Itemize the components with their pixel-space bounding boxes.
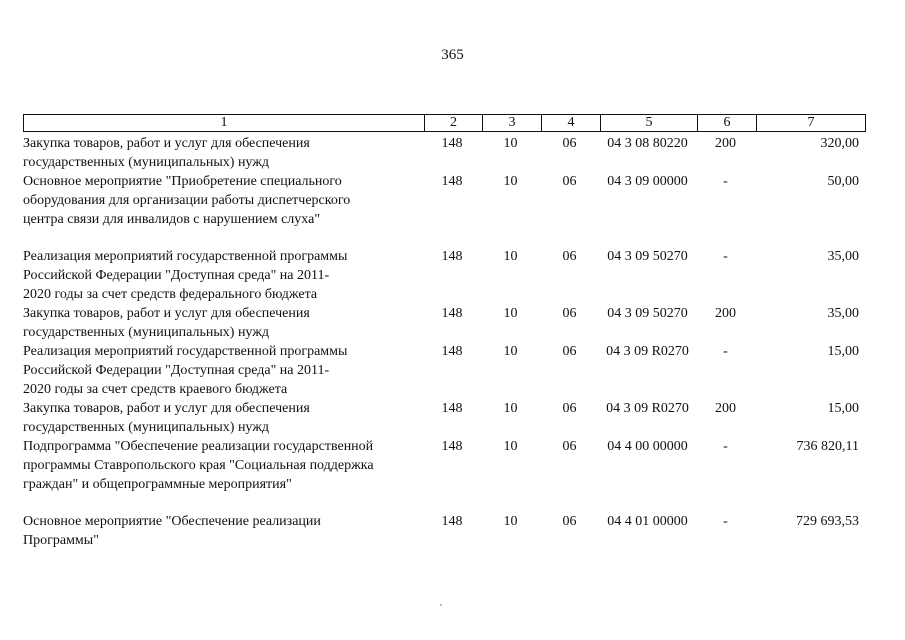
row-name-line: Программы" bbox=[23, 533, 99, 548]
table-body bbox=[23, 134, 866, 550]
row-pr: 06 bbox=[562, 514, 577, 529]
row-name-line: государственных (муниципальных) нужд bbox=[23, 420, 270, 435]
row-rz: 10 bbox=[503, 306, 518, 321]
row-name-line: Основное мероприятие "Приобретение специального bbox=[23, 174, 342, 189]
row-name bbox=[23, 134, 423, 172]
row-pr: 06 bbox=[562, 439, 577, 454]
table-row bbox=[23, 342, 866, 399]
row-name-line: программы Ставропольского края "Социальная поддержка bbox=[23, 458, 374, 473]
row-name bbox=[23, 399, 423, 437]
table-row bbox=[23, 304, 866, 342]
table-row bbox=[23, 399, 866, 437]
row-vr: - bbox=[723, 174, 728, 189]
table-row bbox=[23, 134, 866, 172]
row-pr: 06 bbox=[562, 136, 577, 151]
row-vr: 200 bbox=[715, 401, 736, 416]
row-name-line: Реализация мероприятий государственной программы bbox=[23, 344, 348, 359]
row-rz: 10 bbox=[503, 174, 518, 189]
table-row bbox=[23, 437, 866, 494]
row-csr: 04 3 09 R0270 bbox=[606, 401, 689, 416]
header-col-5: 5 bbox=[600, 115, 697, 131]
table-header bbox=[23, 114, 866, 132]
row-sum: 729 693,53 bbox=[796, 514, 859, 529]
row-pr: 06 bbox=[562, 249, 577, 264]
table-row bbox=[23, 172, 866, 229]
row-name-line: Подпрограмма "Обеспечение реализации государственной bbox=[23, 439, 374, 454]
row-csr: 04 3 09 50270 bbox=[607, 249, 688, 264]
row-name bbox=[23, 342, 423, 399]
row-name-line: государственных (муниципальных) нужд bbox=[23, 155, 270, 170]
row-pr: 06 bbox=[562, 306, 577, 321]
row-sum: 15,00 bbox=[827, 401, 859, 416]
row-rz: 10 bbox=[503, 249, 518, 264]
row-name-line: 2020 годы за счет средств федерального бюджета bbox=[23, 287, 318, 302]
row-vr: - bbox=[723, 249, 728, 264]
row-ved: 148 bbox=[441, 439, 463, 454]
row-name bbox=[23, 437, 423, 494]
row-name-line: Закупка товаров, работ и услуг для обеспечения bbox=[23, 136, 310, 151]
row-rz: 10 bbox=[503, 136, 518, 151]
row-name-line: Закупка товаров, работ и услуг для обеспечения bbox=[23, 401, 310, 416]
row-rz: 10 bbox=[503, 344, 518, 359]
row-rz: 10 bbox=[503, 439, 518, 454]
row-sum: 50,00 bbox=[827, 174, 859, 189]
row-sum: 736 820,11 bbox=[796, 439, 859, 454]
row-ved: 148 bbox=[441, 136, 463, 151]
row-name-line: Реализация мероприятий государственной программы bbox=[23, 249, 348, 264]
row-name-line: 2020 годы за счет средств краевого бюджета bbox=[23, 382, 288, 397]
row-pr: 06 bbox=[562, 174, 577, 189]
row-ved: 148 bbox=[441, 401, 463, 416]
row-name-line: Закупка товаров, работ и услуг для обеспечения bbox=[23, 306, 310, 321]
row-sum: 35,00 bbox=[827, 249, 859, 264]
row-name bbox=[23, 304, 423, 342]
row-sum: 320,00 bbox=[820, 136, 859, 151]
row-vr: 200 bbox=[715, 136, 736, 151]
header-col-7: 7 bbox=[756, 115, 865, 131]
row-csr: 04 3 09 50270 bbox=[607, 306, 688, 321]
row-ved: 148 bbox=[441, 306, 463, 321]
header-col-3: 3 bbox=[482, 115, 541, 131]
scan-speck bbox=[440, 604, 442, 606]
table-row bbox=[23, 512, 866, 550]
row-name bbox=[23, 172, 423, 229]
row-vr: - bbox=[723, 344, 728, 359]
row-name-line: оборудования для организации работы диспетчерского bbox=[23, 193, 351, 208]
table-row bbox=[23, 247, 866, 304]
header-col-2: 2 bbox=[424, 115, 482, 131]
row-ved: 148 bbox=[441, 249, 463, 264]
header-col-6: 6 bbox=[697, 115, 756, 131]
row-sum: 35,00 bbox=[827, 306, 859, 321]
row-csr: 04 4 00 00000 bbox=[607, 439, 688, 454]
page-number: 365 bbox=[441, 47, 464, 63]
row-name-line: Российской Федерации "Доступная среда" на 2011- bbox=[23, 363, 330, 378]
row-vr: - bbox=[723, 514, 728, 529]
row-name bbox=[23, 512, 423, 550]
row-rz: 10 bbox=[503, 514, 518, 529]
header-col-1: 1 bbox=[220, 115, 228, 130]
row-name bbox=[23, 247, 423, 304]
row-name-line: граждан" и общепрограммные мероприятия" bbox=[23, 477, 292, 492]
row-name-line: Основное мероприятие "Обеспечение реализации bbox=[23, 514, 321, 529]
row-pr: 06 bbox=[562, 401, 577, 416]
row-sum: 15,00 bbox=[827, 344, 859, 359]
row-rz: 10 bbox=[503, 401, 518, 416]
row-pr: 06 bbox=[562, 344, 577, 359]
header-col-4: 4 bbox=[541, 115, 600, 131]
row-ved: 148 bbox=[441, 344, 463, 359]
row-csr: 04 3 08 80220 bbox=[607, 136, 688, 151]
row-csr: 04 4 01 00000 bbox=[607, 514, 688, 529]
row-ved: 148 bbox=[441, 514, 463, 529]
row-csr: 04 3 09 R0270 bbox=[606, 344, 689, 359]
row-name-line: Российской Федерации "Доступная среда" на 2011- bbox=[23, 268, 330, 283]
row-vr: 200 bbox=[715, 306, 736, 321]
row-ved: 148 bbox=[441, 174, 463, 189]
row-vr: - bbox=[723, 439, 728, 454]
row-name-line: центра связи для инвалидов с нарушением слуха" bbox=[23, 212, 321, 227]
row-name-line: государственных (муниципальных) нужд bbox=[23, 325, 270, 340]
row-csr: 04 3 09 00000 bbox=[607, 174, 688, 189]
